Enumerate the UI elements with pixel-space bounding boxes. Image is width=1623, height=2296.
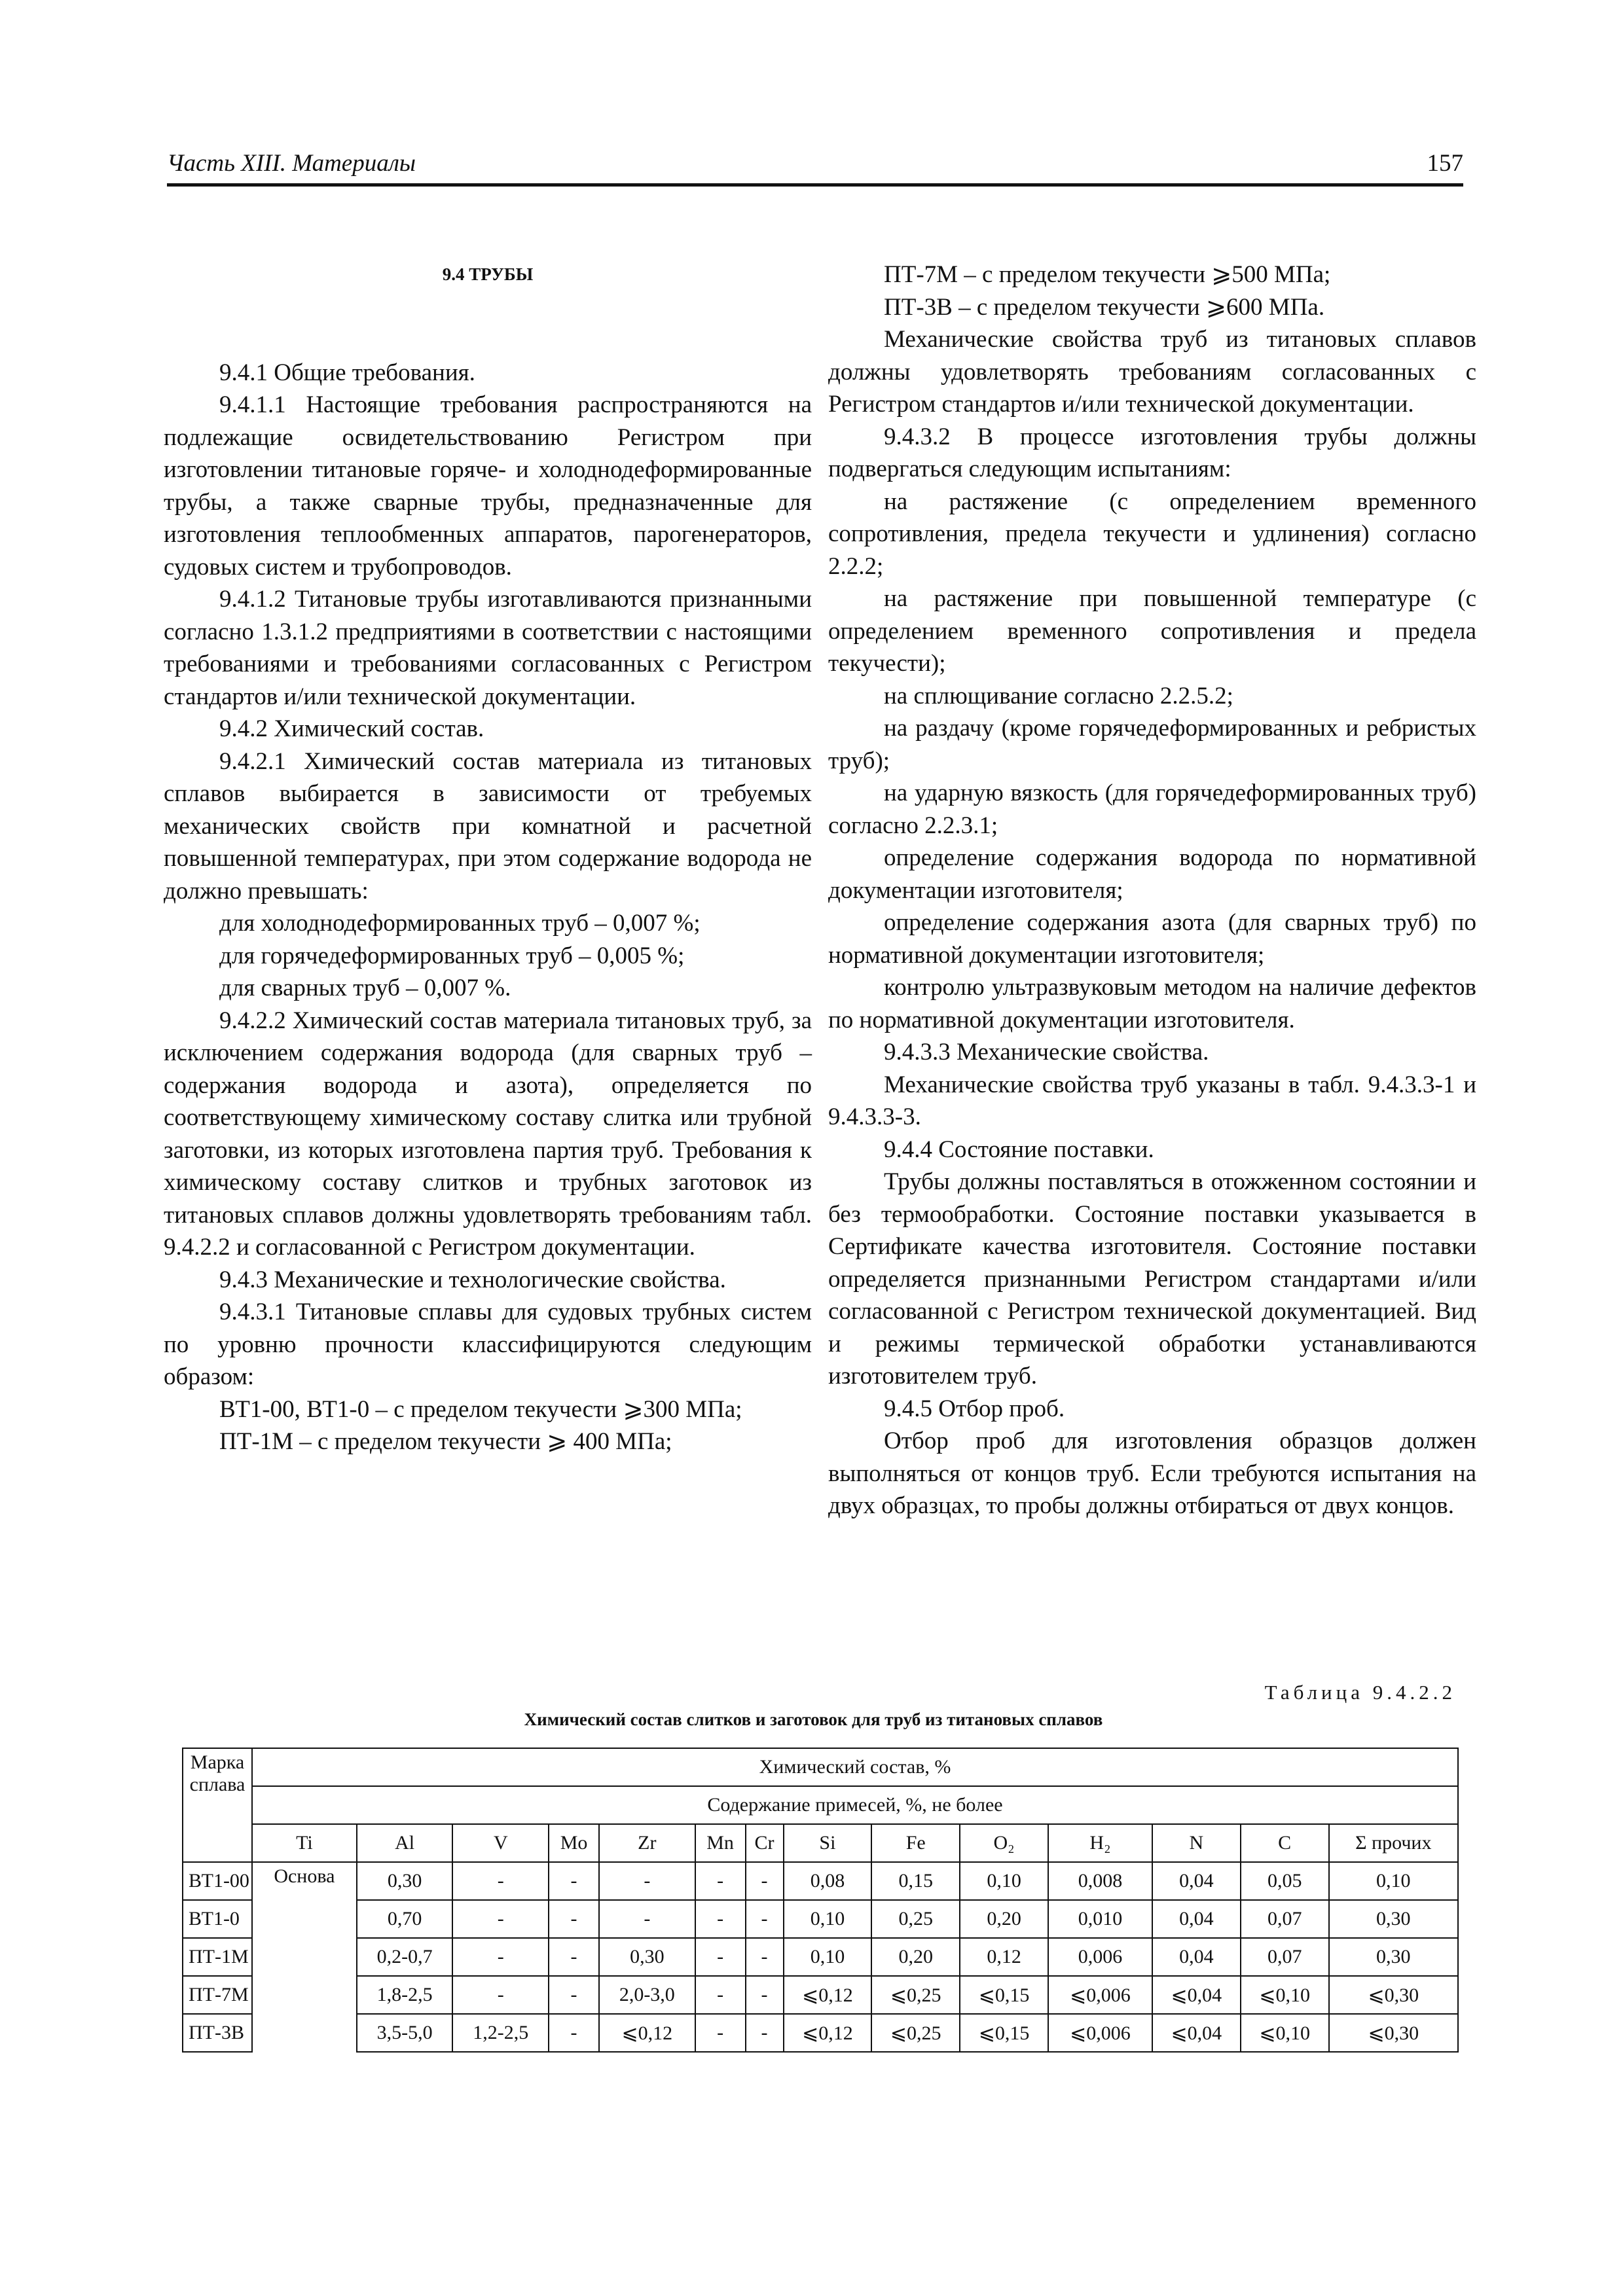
cell: ⩽0,10 [1241,1976,1329,2014]
paragraph: 9.4.1.2 Титановые трубы изготавливаются признанными согласно 1.3.1.2 предприятиями в соответствии с настоящими требованиями и требованиями согласованных с Регистром стандартов и/или технической документации. [164,586,812,710]
paragraph: 9.4.3.3 Механические свойства. [884,1039,1209,1066]
column-headers [183,1824,1458,1862]
column-header: Al [357,1824,453,1862]
paragraph: ПТ-3В – с пределом текучести ⩾600 МПа. [884,293,1325,321]
cell: 0,07 [1241,1900,1329,1938]
cell: 1,8-2,5 [357,1976,453,2014]
cell: 3,5-5,0 [357,2014,453,2052]
table-number: Таблица 9.4.2.2 [1264,1681,1456,1704]
cell: - [695,1938,746,1976]
cell: 0,25 [871,1900,960,1938]
column-header: Σ прочих [1329,1824,1458,1862]
cell: 0,70 [357,1900,453,1938]
paragraph: Механические свойства труб из титановых сплавов должны удовлетворять требованиям согласованных с Регистром стандартов и/или технической документации. [828,326,1476,418]
column-header: Mn [695,1824,746,1862]
page-number: 157 [1427,150,1463,177]
paragraph: для сварных труб – 0,007 %. [219,975,511,1001]
cell: ⩽0,10 [1241,2014,1329,2052]
table-row [183,1938,1458,1976]
paragraph: ВТ1-00, ВТ1-0 – с пределом текучести ⩾300 МПа; [219,1395,742,1423]
running-title: Часть XIII. Материалы [167,150,416,177]
cell: ПТ-1М [183,1938,252,1976]
cell: 0,30 [1329,1938,1458,1976]
cell: 0,10 [960,1862,1048,1900]
left-column [164,259,812,1458]
paragraph: 9.4.2.1 Химический состав материала из титановых сплавов выбирается в зависимости от требуемых механических свойств при комнатной и расчетной повышенной температурах, при этом содержание водорода не должно превышать: [164,747,812,905]
column-header: Fe [871,1824,960,1862]
cell: ⩽0,12 [784,2014,872,2052]
column-header: Si [784,1824,872,1862]
cell: ⩽0,15 [960,1976,1048,2014]
paragraph: на растяжение при повышенной температуре (с определением временного сопротивления и предела текучести); [828,585,1476,677]
cell: 0,30 [357,1862,453,1900]
paragraph: контролю ультразвуковым методом на наличие дефектов по нормативной документации изготовителя. [828,974,1476,1033]
cell: ⩽0,04 [1152,2014,1241,2052]
cell: 2,0-3,0 [599,1976,695,2014]
paragraph: 9.4.2.2 Химический состав материала титановых труб, за исключением содержания водорода (для сварных труб – содержания водорода и азота), определяется по соответствующему химическому составу слитка или трубной заготовки, из которых изготовлена партия труб. Требования к химическому составу слитков и трубных заготовок из титановых сплавов должны удовлетворять требованиям табл. 9.4.2.2 и согласованной с Регистром документации. [164,1007,812,1261]
paragraph: 9.4.1 Общие требования. [219,359,475,386]
cell: - [549,1862,599,1900]
cell: - [549,2014,599,2052]
paragraph: Трубы должны поставляться в отожженном состоянии и без термообработки. Состояние поставки указывается в Сертификате качества изготовителя. Состояние поставки определяется признанными Регистром стандартами и/или согласованной с Регистром технической документацией. Вид и режимы термической обработки устанавливаются изготовителем труб. [828,1168,1476,1390]
paragraph: на раздачу (кроме горячедеформированных и ребристых труб); [828,715,1476,774]
cell: 0,10 [1329,1862,1458,1900]
paragraph: 9.4.1.1 Настоящие требования распространяются на подлежащие освидетельствованию Регистром при изготовлении титановые горяче- и холоднодеформированные трубы, а также сварные трубы, предназначенные для изготовления теплообменных аппаратов, парогенераторов, судовых систем и трубопроводов. [164,391,812,581]
paragraph: на ударную вязкость (для горячедеформированных труб) согласно 2.2.3.1; [828,780,1476,839]
cell: ВТ1-00 [183,1862,252,1900]
cell: 0,05 [1241,1862,1329,1900]
cell: 1,2-2,5 [452,2014,549,2052]
cell: ⩽0,30 [1329,1976,1458,2014]
cell: 0,2-0,7 [357,1938,453,1976]
paragraph: на сплющивание согласно 2.2.5.2; [884,682,1233,709]
cell: 0,30 [599,1938,695,1976]
paragraph: 9.4.4 Состояние поставки. [884,1136,1154,1163]
cell: - [599,1862,695,1900]
right-column [828,259,1476,1522]
cell: - [549,1938,599,1976]
cell: 0,12 [960,1938,1048,1976]
paragraph: для холоднодеформированных труб – 0,007 %; [219,910,701,937]
column-header: C [1241,1824,1329,1862]
cell: ВТ1-0 [183,1900,252,1938]
cell: - [695,1976,746,2014]
column-header: O₂ [960,1824,1048,1862]
paragraph: ПТ-7М – с пределом текучести ⩾500 МПа; [884,261,1331,288]
paragraph: Отбор проб для изготовления образцов должен выполняться от концов труб. Если требуются испытания на двух образцах, то пробы должны отбираться от двух концов. [828,1427,1476,1519]
cell: ⩽0,25 [871,1976,960,2014]
cell: ⩽0,15 [960,2014,1048,2052]
cell: - [452,1900,549,1938]
cell: ПТ-7М [183,1976,252,2014]
column-header: H₂ [1048,1824,1152,1862]
paragraph: Механические свойства труб указаны в табл. 9.4.3.3-1 и 9.4.3.3-3. [828,1071,1476,1130]
header-grade: Марка сплава [183,1748,252,1862]
cell: - [746,1938,784,1976]
cell: - [695,1862,746,1900]
header-chem: Химический состав, % [252,1748,1458,1786]
cell: 0,20 [960,1900,1048,1938]
cell: 0,006 [1048,1938,1152,1976]
column-header: V [452,1824,549,1862]
paragraph: определение содержания азота (для сварных труб) по нормативной документации изготовителя; [828,909,1476,969]
cell: - [746,1900,784,1938]
chemical-composition-table [182,1748,1459,2053]
page-header [167,149,1463,187]
cell: - [452,1862,549,1900]
cell: 0,04 [1152,1862,1241,1900]
table-caption: Химический состав слитков и заготовок для труб из титановых сплавов [524,1710,1103,1729]
cell: ⩽0,006 [1048,1976,1152,2014]
cell: ⩽0,04 [1152,1976,1241,2014]
cell: - [599,1900,695,1938]
column-header: Mo [549,1824,599,1862]
column-header: Ti [252,1824,357,1862]
cell: 0,04 [1152,1900,1241,1938]
paragraph: на растяжение (с определением временного сопротивления, предела текучести и удлинения) согласно 2.2.2; [828,488,1476,580]
cell: - [695,1900,746,1938]
cell: 0,04 [1152,1938,1241,1976]
paragraph: 9.4.5 Отбор проб. [884,1395,1065,1422]
paragraph: ПТ-1М – с пределом текучести ⩾ 400 МПа; [219,1428,672,1455]
cell: - [746,1976,784,2014]
column-header: N [1152,1824,1241,1862]
cell: - [549,1900,599,1938]
cell: 0,07 [1241,1938,1329,1976]
paragraph: для горячедеформированных труб – 0,005 %; [219,942,685,969]
cell: 0,008 [1048,1862,1152,1900]
cell: 0,010 [1048,1900,1152,1938]
cell: 0,15 [871,1862,960,1900]
paragraph: 9.4.2 Химический состав. [219,715,484,742]
cell: ⩽0,006 [1048,2014,1152,2052]
cell: 0,30 [1329,1900,1458,1938]
paragraph: определение содержания водорода по нормативной документации изготовителя; [828,844,1476,904]
cell: - [452,1938,549,1976]
cell: 0,08 [784,1862,872,1900]
cell: ПТ-3В [183,2014,252,2052]
cell: - [695,2014,746,2052]
column-header: Zr [599,1824,695,1862]
table-row [183,1976,1458,2014]
table-row [183,2014,1458,2052]
paragraph: 9.4.3.2 В процессе изготовления трубы должны подвергаться следующим испытаниям: [828,423,1476,482]
paragraph: 9.4.3 Механические и технологические свойства. [219,1266,726,1293]
cell: 0,10 [784,1900,872,1938]
section-title: 9.4 ТРУБЫ [442,264,534,284]
cell: - [549,1976,599,2014]
paragraph: 9.4.3.1 Титановые сплавы для судовых трубных систем по уровню прочности классифицируются следующим образом: [164,1299,812,1390]
cell: - [746,1862,784,1900]
header-impurities: Содержание примесей, %, не более [252,1786,1458,1824]
cell: - [746,2014,784,2052]
cell: 0,20 [871,1938,960,1976]
cell: ⩽0,30 [1329,2014,1458,2052]
cell: 0,10 [784,1938,872,1976]
column-header: Cr [746,1824,784,1862]
cell: ⩽0,12 [599,2014,695,2052]
cell: ⩽0,12 [784,1976,872,2014]
cell-base: Основа [252,1862,357,2052]
cell: ⩽0,25 [871,2014,960,2052]
table-row [183,1862,1458,1900]
cell: - [452,1976,549,2014]
table-row [183,1900,1458,1938]
